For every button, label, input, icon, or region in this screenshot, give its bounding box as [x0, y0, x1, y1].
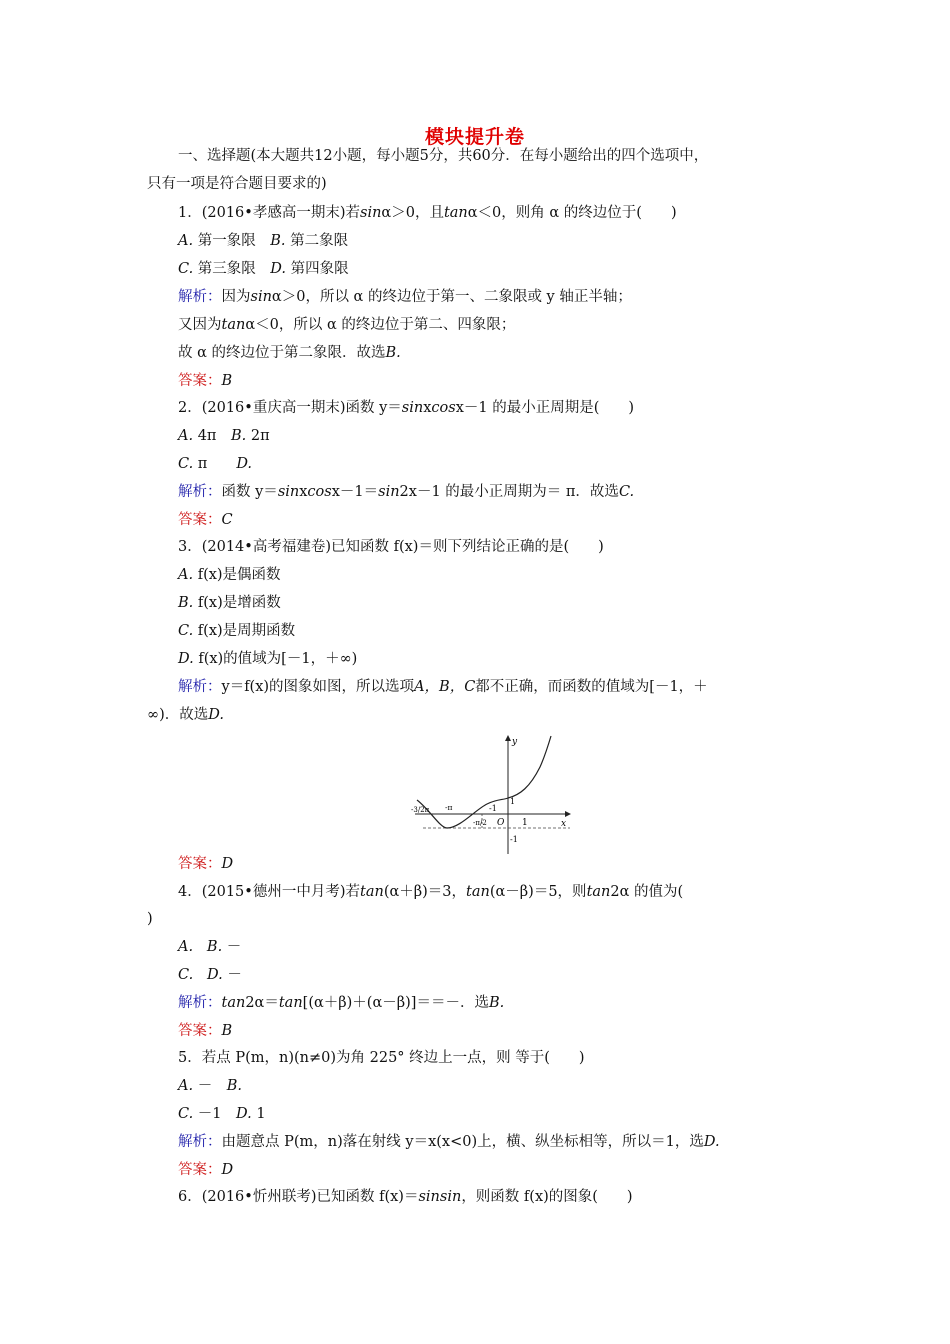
section-intro-line-2: 只有一项是符合题目要求的) [147, 176, 327, 192]
q1-answer: 答案：B [178, 373, 233, 389]
x-tick-1-label: 1 [522, 818, 528, 828]
q5-answer: 答案：D [178, 1162, 234, 1178]
q3-stem: 3．(2014•高考福建卷)已知函数 f(x)＝则下列结论正确的是( ) [178, 539, 604, 555]
q3-answer: 答案：D [178, 856, 234, 872]
neg-pi-label: -π [445, 803, 453, 812]
q4-answer: 答案：B [178, 1023, 233, 1039]
q4-options-ab: A. B. － [178, 939, 242, 955]
q6-stem: 6．(2016•忻州联考)已知函数 f(x)＝sinsin，则函数 f(x)的图象( ) [178, 1189, 633, 1205]
q1-options-ab: A. 第一象限 B. 第二象限 [178, 233, 349, 249]
q3-option-b: B. f(x)是增函数 [178, 595, 281, 611]
y-axis-label: y [512, 737, 518, 747]
q2-answer: 答案：C [178, 512, 233, 528]
q1-analysis-line-3: 故 α 的终边位于第二象限．故选B. [178, 345, 401, 361]
origin-label: O [497, 818, 505, 828]
q3-analysis-line-2: ∞)．故选D. [147, 707, 224, 723]
q1-analysis-line-2: 又因为tanα＜0，所以 α 的终边位于第二、四象限； [178, 317, 516, 333]
neg-half-pi-label: -π/2 [473, 819, 487, 827]
curve-neg1-label: -1 [489, 804, 497, 813]
q5-analysis: 解析：由题意点 P(m，n)落在射线 y＝x(x<0)上，横、纵坐标相等，所以＝1，选D. [178, 1134, 720, 1150]
q1-options-cd: C. 第三象限 D. 第四象限 [178, 261, 349, 277]
section-intro-line-1: 一、选择题(本大题共12小题，每小题5分，共60分．在每小题给出的四个选项中， [178, 148, 709, 164]
y-tick-neg1-label: -1 [510, 835, 518, 844]
y-tick-1-label: 1 [510, 797, 516, 806]
q2-options-ab: A. 4π B. 2π [178, 428, 270, 444]
q5-options-cd: C. －1 D. 1 [178, 1106, 266, 1122]
q5-options-ab: A. － B. [178, 1078, 242, 1094]
q3-option-d: D. f(x)的值域为[－1，＋∞) [178, 651, 358, 667]
neg-three-half-pi-label: -3/2π [411, 806, 430, 814]
sine-curve [417, 798, 508, 828]
page-title: 模块提升卷 [424, 126, 525, 148]
q4-analysis: 解析：tan2α＝tan[(α＋β)＋(α－β)]＝＝－．选B. [178, 995, 505, 1011]
q1-analysis-line-1: 解析：因为sinα＞0，所以 α 的终边位于第一、二象限或 y 轴正半轴； [178, 289, 632, 305]
q3-option-c: C. f(x)是周期函数 [178, 623, 296, 639]
q2-stem: 2．(2016•重庆高一期末)函数 y＝sinxcosx－1 的最小正周期是( ) [178, 400, 635, 416]
x-axis-label: x [561, 819, 567, 829]
q5-stem: 5．若点 P(m，n)(n≠0)为角 225° 终边上一点，则 等于( ) [178, 1050, 585, 1066]
q3-option-a: A. f(x)是偶函数 [178, 567, 281, 583]
q4-stem-end: ) [147, 911, 153, 927]
q4-options-cd: C. D. － [178, 967, 242, 983]
q3-analysis-line-1: 解析：y＝f(x)的图象如图，所以选项A，B，C都不正确，而函数的值域为[－1，＋ [178, 679, 708, 695]
q1-stem: 1．(2016•孝感高一期末)若sinα＞0，且tanα＜0，则角 α 的终边位于( ) [178, 205, 677, 221]
q4-stem: 4．(2015•德州一中月考)若tan(α＋β)＝3，tan(α－β)＝5，则tan2α 的值为( [178, 884, 684, 900]
q2-analysis: 解析：函数 y＝sinxcosx－1＝sin2x－1 的最小正周期为＝ π．故选C. [178, 484, 635, 500]
q3-function-graph [405, 732, 575, 857]
q2-options-cd: C. π D. [178, 456, 253, 472]
